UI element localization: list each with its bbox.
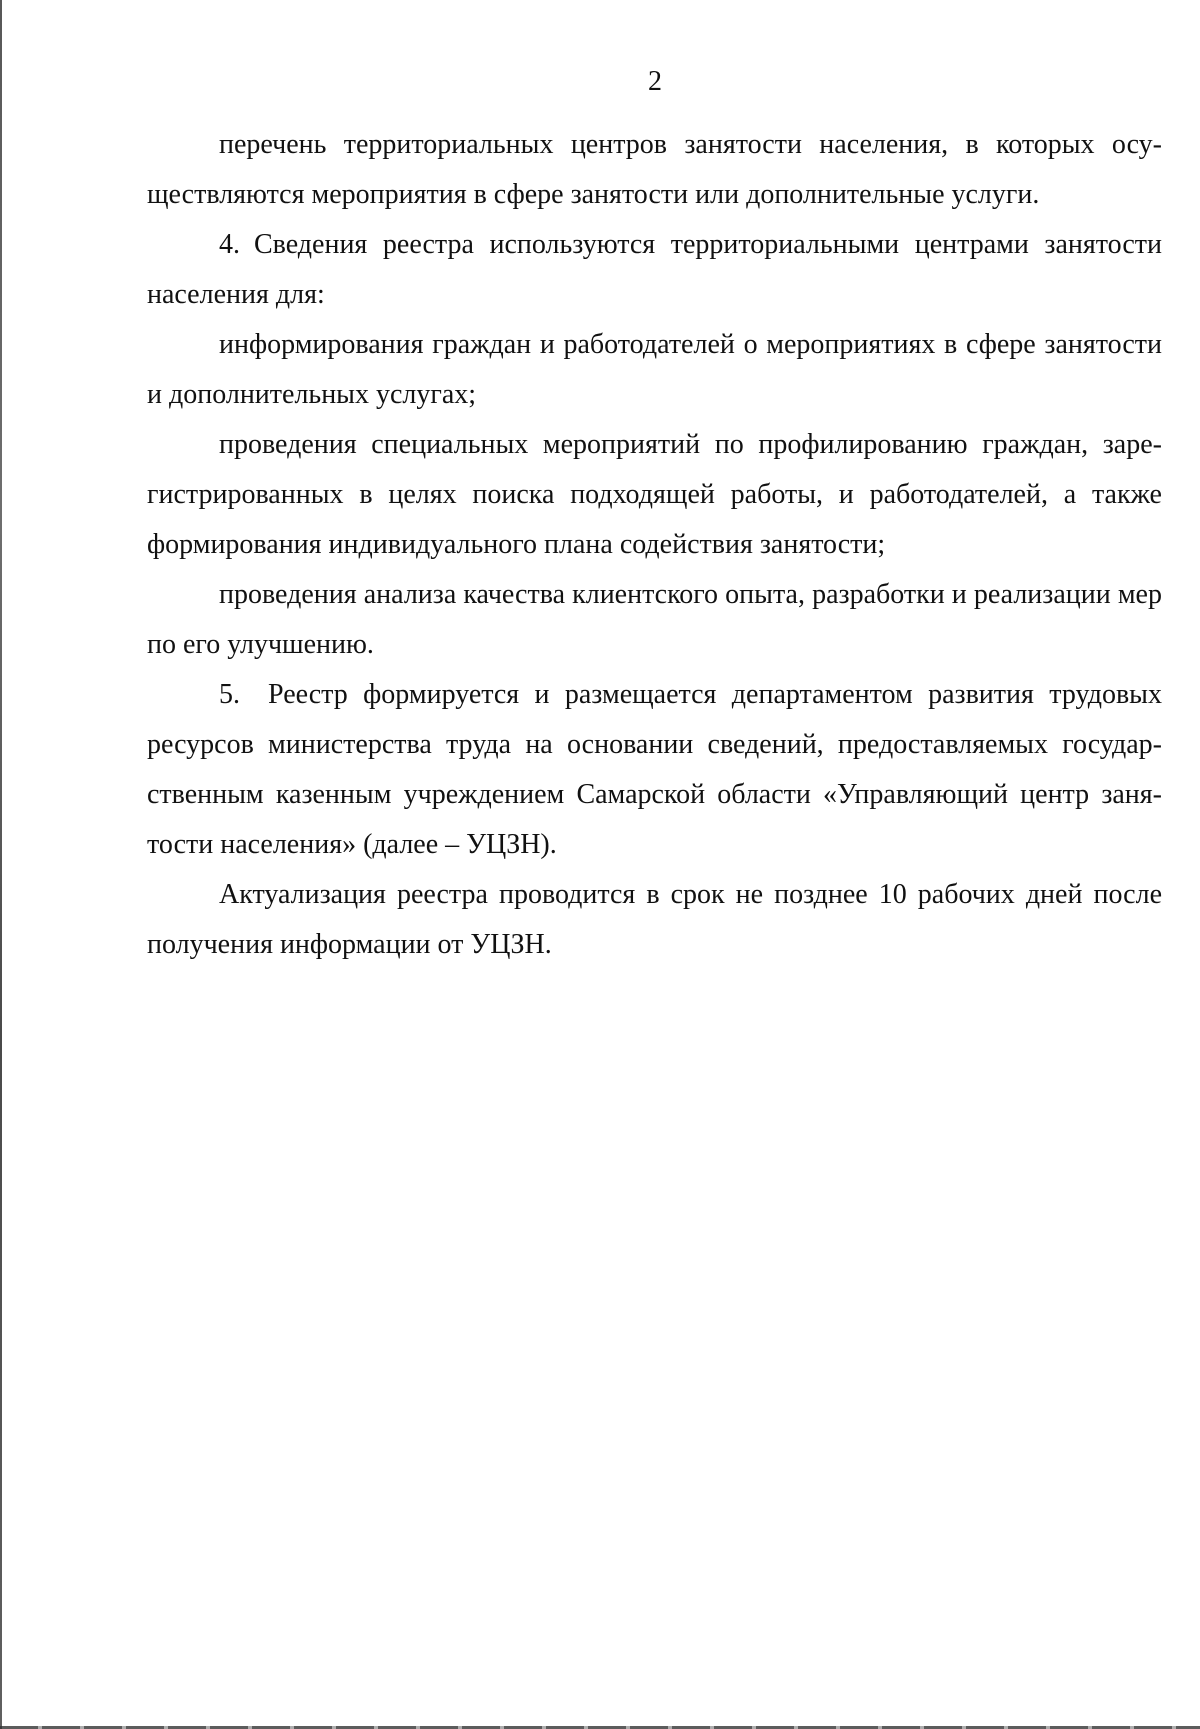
paragraph-registry-list: перечень территориальных центров занятости населения, в которых осуществляются мероприятия в сфере занятости или дополнительные услуги. bbox=[147, 129, 1162, 210]
paragraph-actualization: Актуализация реестра проводится в срок не позднее 10 рабочих дней после получения информации от УЦЗН. bbox=[147, 879, 1162, 960]
paragraph-item-4: 4. Сведения реестра используются территориальными центрами занятости населения для: bbox=[147, 229, 1162, 310]
paragraph-profiling: проведения специальных мероприятий по профилированию граждан, зарегистрированных в целях поиска подходящей работы, и работодателей, а также формирования индивидуального плана содействия занятости; bbox=[147, 429, 1162, 560]
paragraph-item-5: 5. Реестр формируется и размещается департаментом развития трудовых ресурсов министерства труда на основании сведений, предоставляемых государственным казенным учреждением Самарской области «Управляющий центр занятости населения» (далее – УЦЗН). bbox=[147, 679, 1162, 860]
paragraph-analysis: проведения анализа качества клиентского опыта, разработки и реализации мер по его улучшению. bbox=[147, 579, 1162, 660]
document-body bbox=[147, 120, 1162, 970]
scan-edge-left bbox=[0, 0, 2, 1729]
paragraph-informing: информирования граждан и работодателей о мероприятиях в сфере занятости и дополнительных услугах; bbox=[147, 329, 1162, 410]
page-number: 2 bbox=[648, 66, 662, 97]
